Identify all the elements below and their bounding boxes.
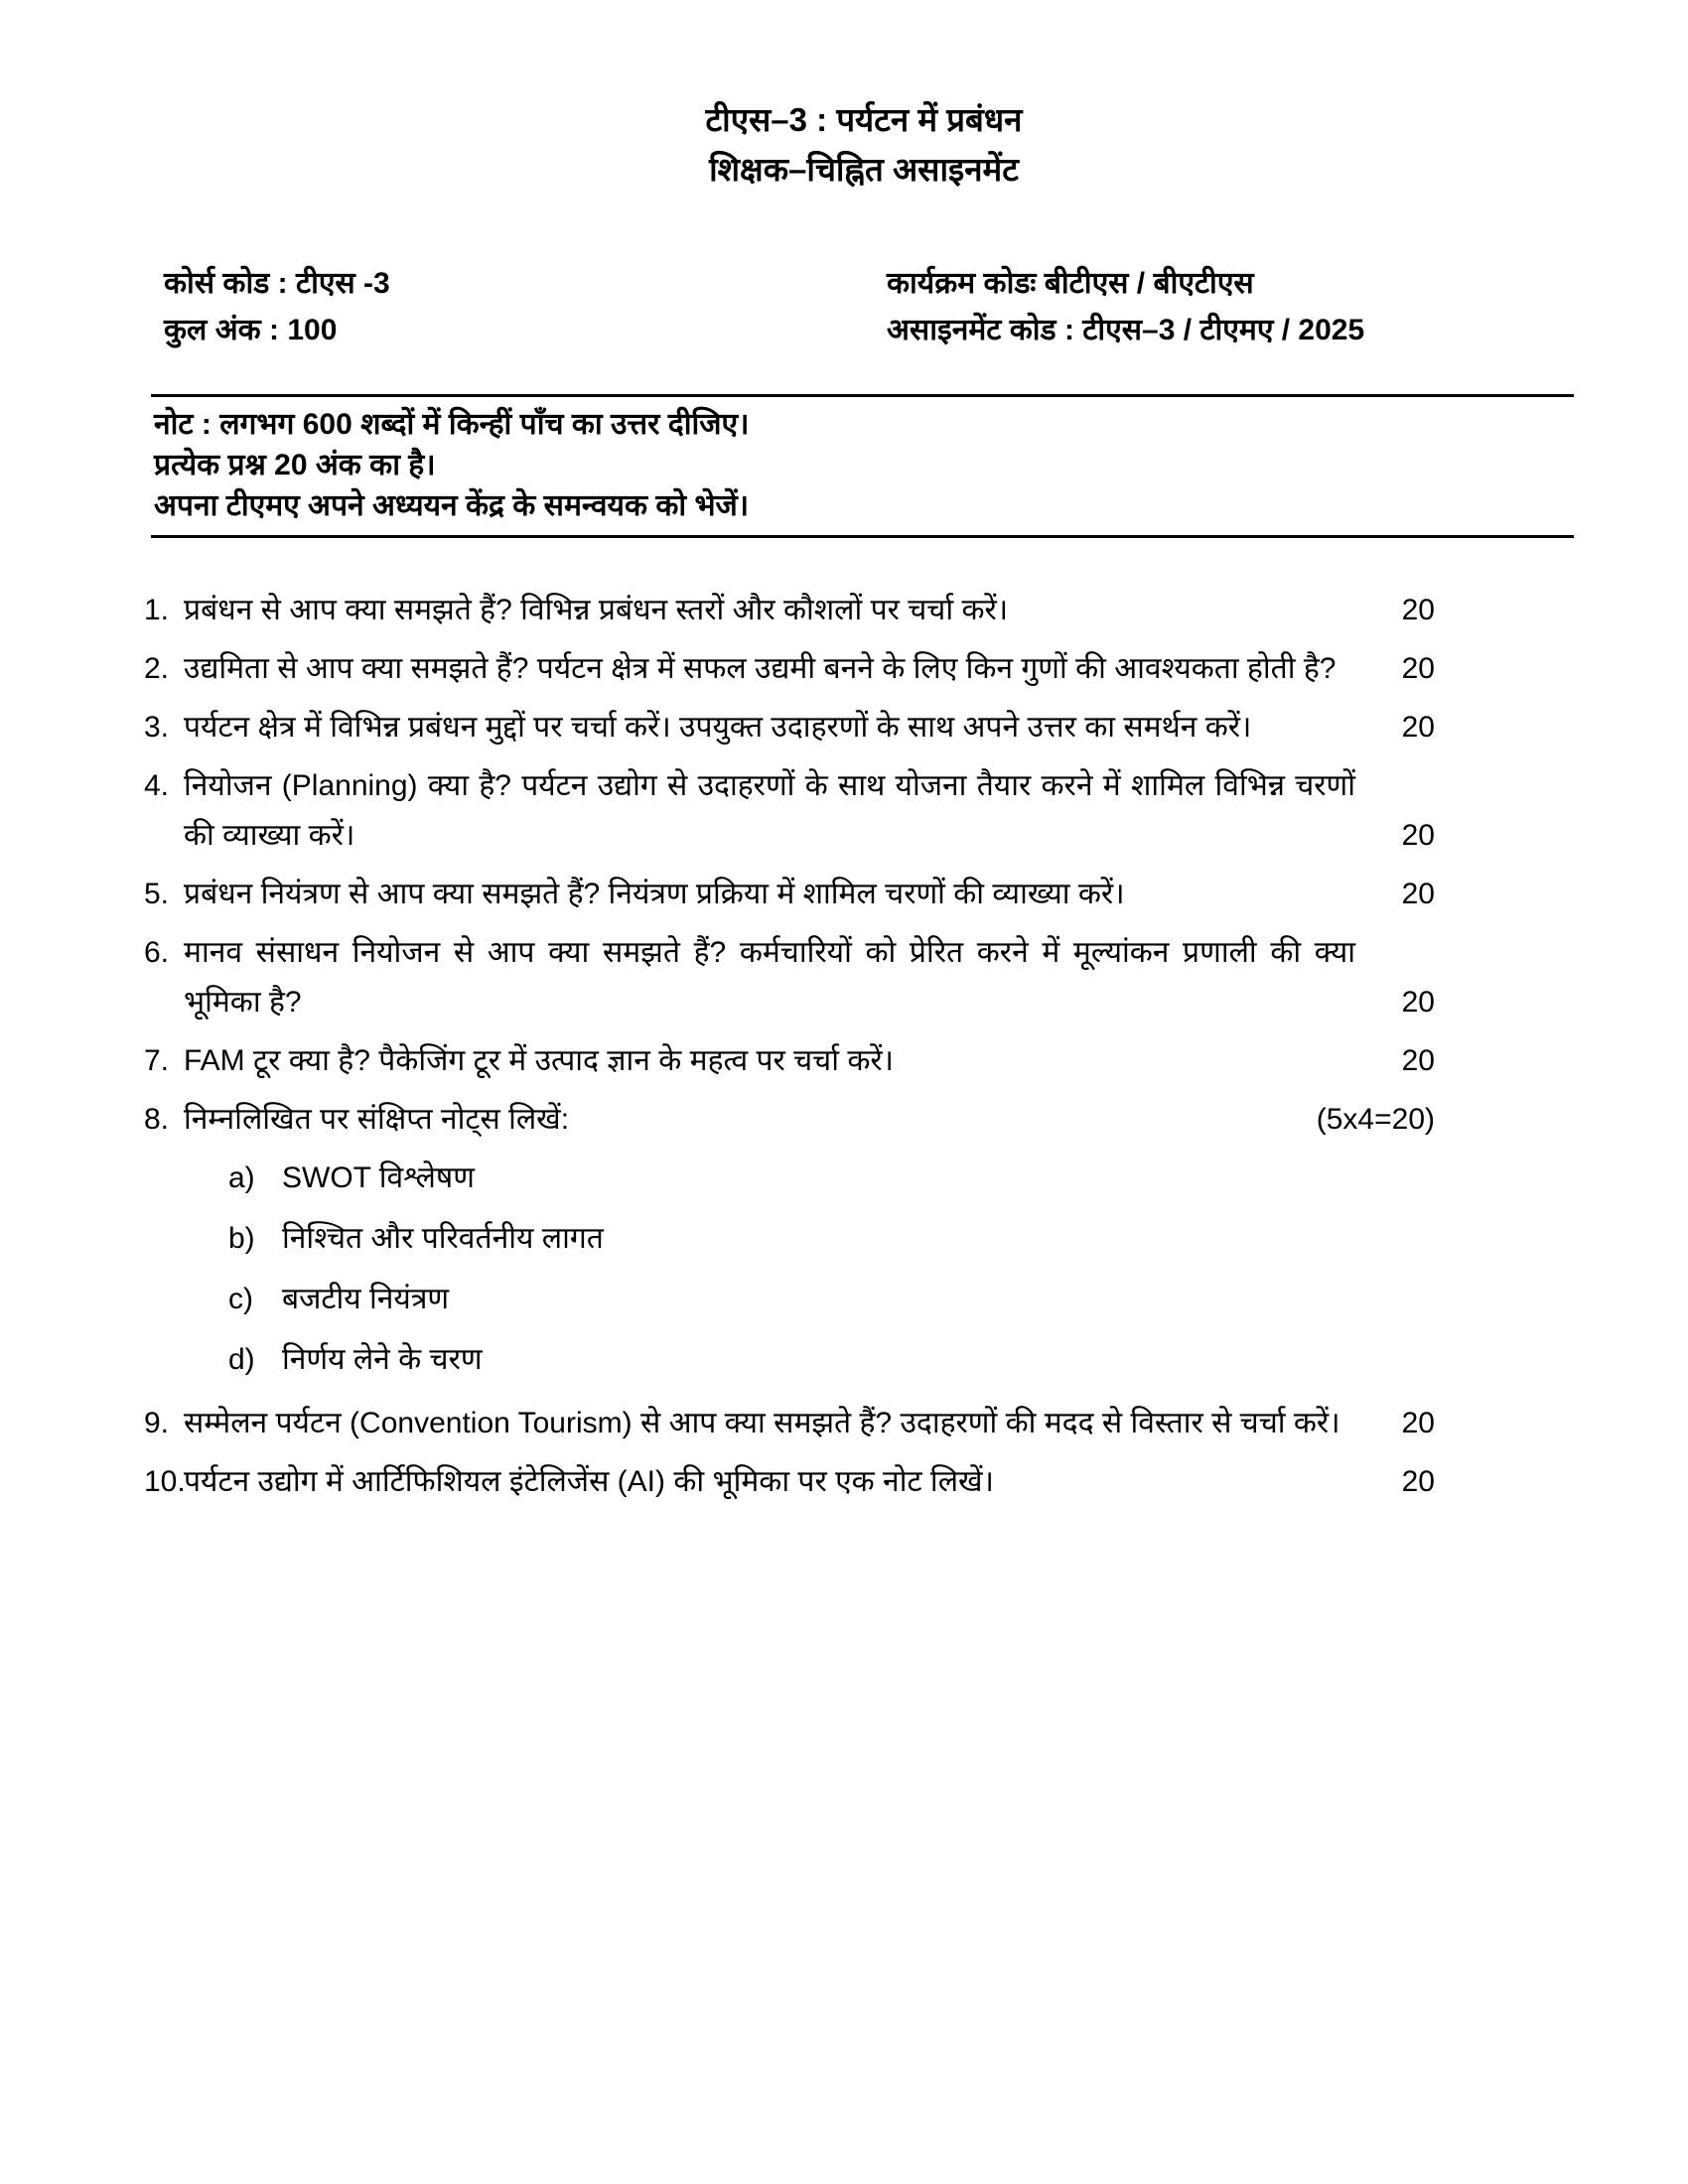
header-right-block	[887, 260, 1364, 353]
question-text: उद्यमिता से आप क्या समझते हैं? पर्यटन क्षेत्र में सफल उद्यमी बनने के लिए किन गुणों की आवश्यकता होती है?	[184, 652, 1336, 685]
question-marks: 20	[1401, 1407, 1435, 1439]
question-text: पर्यटन उद्योग में आर्टिफिशियल इंटेलिजेंस (AI) की भूमिका पर एक नोट लिखें।	[184, 1465, 994, 1498]
question-text: मानव संसाधन नियोजन से आप क्या समझते हैं? कर्मचारियों को प्रेरित करने में मूल्यांकन प्रणाली की क्या भूमिका है?	[184, 936, 1355, 1019]
question-number: 4.	[144, 769, 170, 802]
header-left-block	[164, 260, 390, 353]
question-item-2	[144, 644, 1435, 694]
question-marks: 20	[1401, 819, 1435, 852]
instructions-note	[151, 394, 1574, 538]
note-line: नोट : लगभग 600 शब्दों में किन्हीं पाँच का उत्तर दीजिए।	[154, 408, 750, 441]
subitem-c	[228, 1275, 1435, 1324]
question-item-8	[144, 1095, 1435, 1145]
question-number: 1.	[144, 594, 170, 626]
question-number: 8.	[144, 1103, 170, 1136]
question-text: FAM टूर क्या है? पैकेजिंग टूर में उत्पाद ज्ञान के महत्व पर चर्चा करें।	[184, 1044, 895, 1077]
subitem-label: c)	[228, 1283, 253, 1315]
question-item-9	[144, 1399, 1435, 1448]
subitem-label: a)	[228, 1161, 255, 1194]
subitem-text: SWOT विश्लेषण	[282, 1161, 475, 1194]
question-number: 3.	[144, 711, 170, 744]
question-item-4	[144, 761, 1435, 861]
question-item-10	[144, 1457, 1435, 1507]
question-marks: 20	[1401, 652, 1435, 685]
question-marks: 20	[1401, 1465, 1435, 1498]
question-text: निम्नलिखित पर संक्षिप्त नोट्स लिखें:	[184, 1103, 570, 1136]
course-title: टीएस–3 : पर्यटन में प्रबंधन	[705, 101, 1023, 138]
programme-code: कार्यक्रम कोडः बीटीएस / बीएटीएस	[887, 267, 1254, 300]
subitem-b	[228, 1214, 1435, 1264]
question-number: 7.	[144, 1044, 170, 1077]
question-number: 2.	[144, 652, 170, 685]
question-item-7	[144, 1036, 1435, 1086]
subitem-text: निर्णय लेने के चरण	[282, 1343, 483, 1376]
question-item-6	[144, 928, 1435, 1027]
course-code: कोर्स कोड : टीएस -3	[164, 267, 390, 300]
question-number: 6.	[144, 936, 170, 969]
question-text: पर्यटन क्षेत्र में विभिन्न प्रबंधन मुद्दों पर चर्चा करें। उपयुक्त उदाहरणों के साथ अपने उत्तर का समर्थन करें।	[184, 711, 1252, 744]
question-marks: 20	[1401, 594, 1435, 626]
subitem-a	[228, 1154, 1435, 1203]
question-text: नियोजन (Planning) क्या है? पर्यटन उद्योग से उदाहरणों के साथ योजना तैयार करने में शामिल विभिन्न चरणों की व्याख्या करें।	[184, 769, 1355, 852]
question-marks: 20	[1401, 1044, 1435, 1077]
subitem-text: निश्चित और परिवर्तनीय लागत	[282, 1222, 604, 1255]
subitem-d	[228, 1335, 1435, 1385]
question-item-3	[144, 703, 1435, 752]
question-marks: 20	[1401, 986, 1435, 1019]
assignment-code: असाइनमेंट कोड : टीएस–3 / टीएमए / 2025	[887, 314, 1365, 346]
note-line: अपना टीएमए अपने अध्ययन केंद्र के समन्वयक को भेजें।	[154, 489, 750, 522]
question-number: 5.	[144, 878, 170, 910]
question-text: प्रबंधन नियंत्रण से आप क्या समझते हैं? नियंत्रण प्रक्रिया में शामिल चरणों की व्याख्या करें।	[184, 878, 1125, 910]
document-title-block	[40, 95, 1688, 195]
subitem-label: b)	[228, 1222, 255, 1255]
question-list	[144, 586, 1435, 1516]
question-item-5	[144, 870, 1435, 919]
question-8-subitems	[228, 1154, 1435, 1385]
question-marks: 20	[1401, 711, 1435, 744]
question-marks: (5x4=20)	[1316, 1103, 1435, 1136]
assignment-subtitle: शिक्षक–चिह्नित असाइनमेंट	[709, 151, 1019, 188]
question-item-1	[144, 586, 1435, 635]
question-number: 10.	[144, 1465, 186, 1498]
subitem-text: बजटीय नियंत्रण	[282, 1283, 450, 1315]
note-line: प्रत्येक प्रश्न 20 अंक का है।	[154, 449, 436, 481]
question-marks: 20	[1401, 878, 1435, 910]
question-text: सम्मेलन पर्यटन (Convention Tourism) से आप क्या समझते हैं? उदाहरणों की मदद से विस्तार से चर्चा करें।	[184, 1407, 1340, 1439]
question-text: प्रबंधन से आप क्या समझते हैं? विभिन्न प्रबंधन स्तरों और कौशलों पर चर्चा करें।	[184, 594, 1009, 626]
subitem-label: d)	[228, 1343, 255, 1376]
total-marks: कुल अंक : 100	[164, 314, 338, 346]
question-number: 9.	[144, 1407, 170, 1439]
